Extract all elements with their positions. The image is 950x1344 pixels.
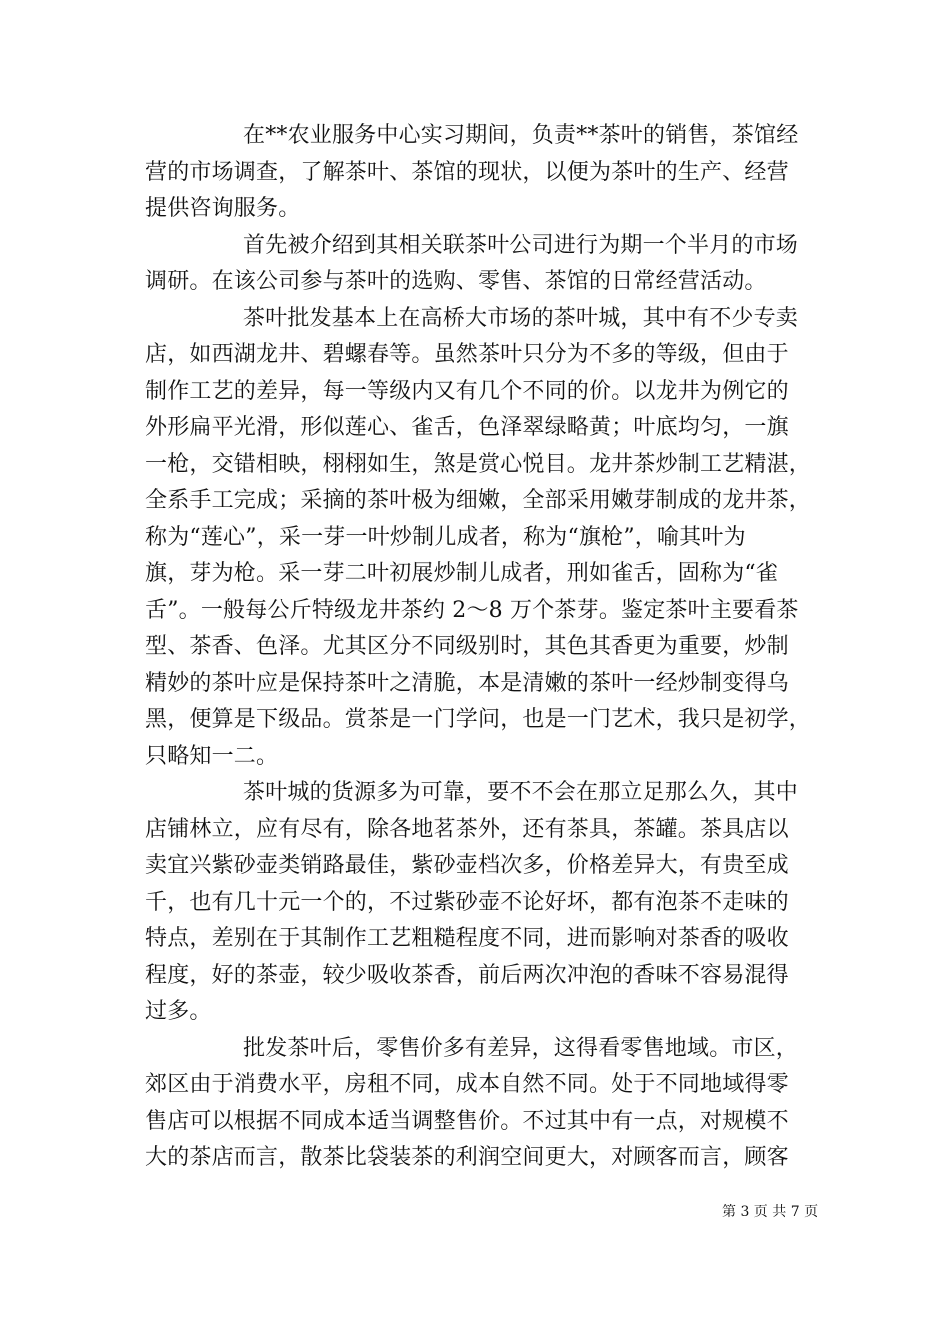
text-line: 在**农业服务中心实习期间，负责**茶叶的销售，茶馆经 (243, 123, 799, 148)
text-line: 只略知一二。 (145, 743, 279, 769)
text-line: 提供咨询服务。 (145, 196, 301, 221)
text-line: 黑，便算是下级品。赏茶是一门学问，也是一门艺术，我只是初学， (145, 707, 812, 732)
text-line: 过多。 (145, 999, 212, 1024)
text-line: 卖宜兴紫砂壶类销路最佳，紫砂壶档次多，价格差异大，有贵至成 (145, 853, 789, 878)
text-line: 旗，芽为枪。采一芽二叶初展炒制儿成者，刑如雀舌，固称为“雀 (145, 561, 779, 586)
text-line: 郊区由于消费水平，房租不同，成本自然不同。处于不同地域得零 (145, 1072, 789, 1097)
text-line: 程度，好的茶壶，较少吸收茶香，前后两次冲泡的香味不容易混得 (145, 962, 789, 988)
text-line: 首先被介绍到其相关联茶叶公司进行为期一个半月的市场 (243, 232, 799, 258)
text-line: 外形扁平光滑，形似莲心、雀舌，色泽翠绿略黄；叶底均匀，一旗 (145, 415, 789, 440)
text-line: 特点，差别在于其制作工艺粗糙程度不同，进而影响对茶香的吸收 (145, 926, 789, 951)
text-line: 千，也有几十元一个的，不过紫砂壶不论好坏，都有泡茶不走味的 (145, 889, 789, 915)
text-line: 店，如西湖龙井、碧螺春等。虽然茶叶只分为不多的等级，但由于 (145, 342, 789, 367)
text-line: 售店可以根据不同成本适当调整售价。不过其中有一点，对规模不 (145, 1108, 789, 1134)
text-line: 店铺林立，应有尽有，除各地茗茶外，还有茶具，茶罐。茶具店以 (145, 816, 789, 842)
text-line: 舌”。一般每公斤特级龙井茶约 2～8 万个茶芽。鉴定茶叶主要看茶 (145, 597, 799, 623)
text-line: 调研。在该公司参与茶叶的选购、零售、茶馆的日常经营活动。 (145, 269, 767, 294)
document-body (145, 118, 812, 1177)
page-number-footer: 第 3 页 共 7 页 (722, 1204, 819, 1220)
text-line: 一枪，交错相映，栩栩如生，煞是赏心悦目。龙井茶炒制工艺精湛， (145, 451, 812, 477)
text-line: 型、茶香、色泽。尤其区分不同级别时，其色其香更为重要，炒制 (145, 634, 789, 659)
text-line: 精妙的茶叶应是保持茶叶之清脆，本是清嫩的茶叶一经炒制变得乌 (145, 670, 789, 696)
text-line: 大的茶店而言，散茶比袋装茶的利润空间更大，对顾客而言，顾客 (145, 1145, 789, 1170)
text-line: 称为“莲心”，采一芽一叶炒制儿成者，称为“旗枪”，喻其叶为 (145, 524, 746, 550)
text-line: 批发茶叶后，零售价多有差异，这得看零售地域。市区， (243, 1035, 799, 1061)
text-line: 茶叶城的货源多为可靠，要不不会在那立足那么久，其中 (243, 780, 799, 805)
text-line: 茶叶批发基本上在高桥大市场的茶叶城，其中有不少专卖 (243, 305, 799, 331)
text-line: 全系手工完成；采摘的茶叶极为细嫩，全部采用嫩芽制成的龙井茶， (145, 488, 812, 513)
text-line: 营的市场调查，了解茶叶、茶馆的现状，以便为茶叶的生产、经营 (145, 159, 789, 185)
text-line: 制作工艺的差异，每一等级内又有几个不同的价。以龙井为例它的 (145, 378, 789, 404)
